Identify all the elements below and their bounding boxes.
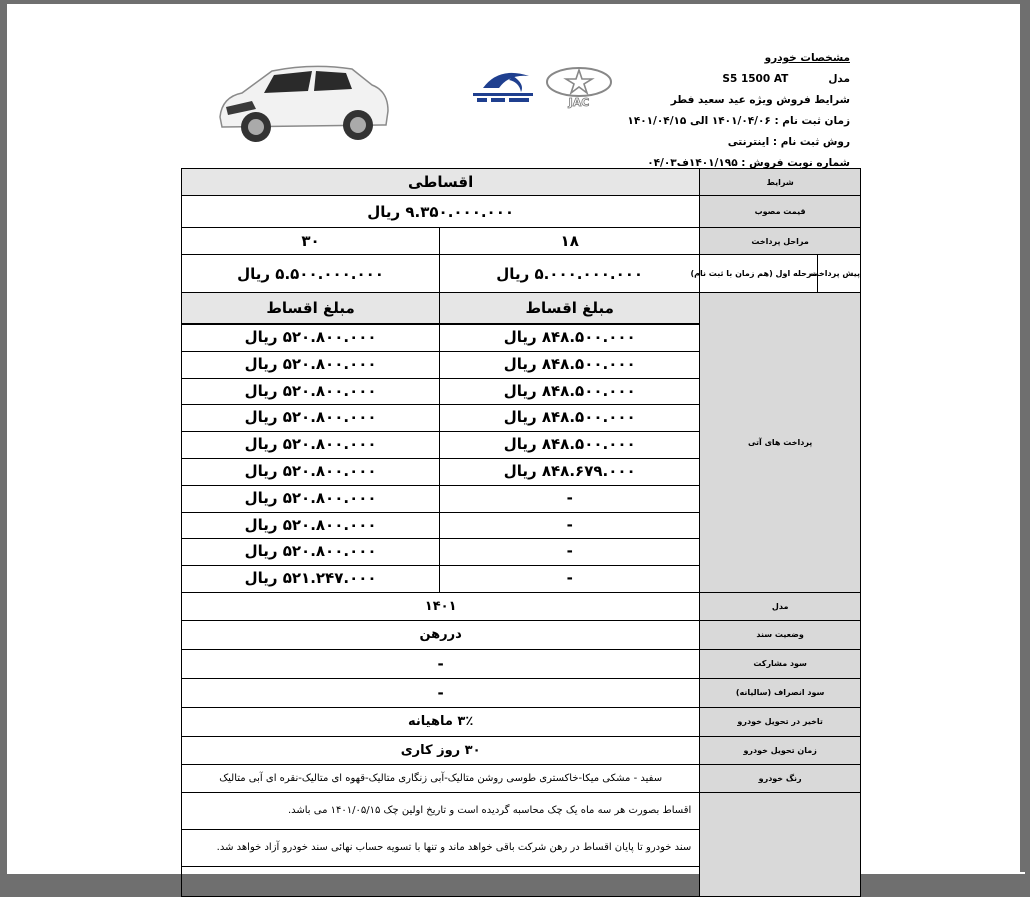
plan-18-installment-row: - (440, 539, 699, 566)
partnership-profit-label: سود مشارکت (700, 649, 861, 678)
conditions-value: اقساطی (182, 169, 700, 196)
kerman-motor-logo-icon (469, 66, 537, 106)
cancellation-profit-label: سود انصراف (سالیانه) (700, 678, 861, 707)
plan-30-installment-row: ۵۲۰.۸۰۰.۰۰۰ ریال (182, 352, 439, 379)
installment-list-18 (440, 325, 699, 592)
car-colors-label: رنگ خودرو (700, 764, 861, 792)
sales-conditions-table (181, 168, 861, 897)
jac-logo-text: JAC (568, 96, 590, 109)
approved-price-label: قیمت مصوب (700, 196, 861, 228)
note-document-release: سند خودرو تا پایان اقساط در رهن شرکت باقی خواهد ماند و تنها با تسویه حساب نهائی سند خودرو آزاد خواهد شد. (182, 829, 700, 866)
model-value: S5 1500 AT (722, 73, 789, 85)
document-status-value: دررهن (182, 620, 700, 649)
delivery-delay-label: تاخیر در تحویل خودرو (700, 707, 861, 736)
plan-18-installment-row: - (440, 513, 699, 540)
prepayment-label: پیش پرداخت (817, 255, 860, 293)
installment-list-30 (182, 325, 439, 592)
first-stage-label: مرحله اول (هم زمان با ثبت نام) (700, 255, 818, 293)
plan-30-installment-row: ۵۲۱.۲۴۷.۰۰۰ ریال (244, 569, 377, 588)
plan-30-installment-row: ۵۲۰.۸۰۰.۰۰۰ ریال (182, 325, 439, 352)
payment-stages-label: مراحل پرداخت (700, 228, 861, 255)
stage-count-30: ۳۰ (182, 228, 440, 255)
model-year-label: مدل (700, 592, 861, 620)
plan-18-installment-row: ۸۴۸.۵۰۰.۰۰۰ ریال (440, 432, 699, 459)
document-status-label: وضعیت سند (700, 620, 861, 649)
conditions-label: شرایط (700, 169, 861, 196)
prepayment-value-18: ۵.۰۰۰.۰۰۰.۰۰۰ ریال (440, 255, 700, 293)
approved-price-value: ۹.۳۵۰.۰۰۰.۰۰۰ ریال (182, 196, 700, 228)
sale-conditions: شرایط فروش ویژه عید سعید فطر (670, 94, 850, 106)
plan-18-installment-row: ۸۴۸.۵۰۰.۰۰۰ ریال (440, 325, 699, 352)
plan-18-installment-row: - (566, 569, 573, 588)
plan-30-installment-row: ۵۲۰.۸۰۰.۰۰۰ ریال (182, 486, 439, 513)
delivery-delay-value: ۳٪ ماهیانه (182, 707, 700, 736)
sale-number: شماره نوبت فروش : ۱۴۰۱/۱۹۵ف۰۴/۰۳ (647, 157, 850, 169)
plan-30-installment-row: ۵۲۰.۸۰۰.۰۰۰ ریال (182, 459, 439, 486)
plan-30-installment-row: ۵۲۰.۸۰۰.۰۰۰ ریال (182, 513, 439, 540)
plan-30-installment-row: ۵۲۰.۸۰۰.۰۰۰ ریال (182, 379, 439, 406)
plan-18-installment-row: - (440, 486, 699, 513)
notes-label-cell (700, 792, 861, 896)
model-label: مدل (828, 73, 850, 85)
note-empty-row (182, 866, 700, 896)
registration-method: روش ثبت نام : اینترنتی (727, 136, 850, 148)
model-year-value: ۱۴۰۱ (182, 592, 700, 620)
installments-column-18 (440, 293, 700, 593)
prepayment-value-30: ۵.۵۰۰.۰۰۰.۰۰۰ ریال (182, 255, 440, 293)
registration-time: زمان ثبت نام : ۱۴۰۱/۰۴/۰۶ الی ۱۴۰۱/۰۴/۱۵ (627, 115, 850, 127)
plan-30-installment-row: ۵۲۰.۸۰۰.۰۰۰ ریال (182, 539, 439, 566)
cancellation-profit-value: - (182, 678, 700, 707)
installment-header-30: مبلغ اقساط (182, 293, 439, 325)
model-line (627, 69, 850, 90)
future-payments-label: پرداخت های آتی (700, 293, 861, 593)
plan-30-installment-row: ۵۲۰.۸۰۰.۰۰۰ ریال (182, 405, 439, 432)
delivery-time-label: زمان تحویل خودرو (700, 736, 861, 764)
installments-column-30 (182, 293, 440, 593)
stage-count-18: ۱۸ (440, 228, 700, 255)
partnership-profit-value: - (182, 649, 700, 678)
plan-18-installment-row: ۸۴۸.۵۰۰.۰۰۰ ریال (440, 352, 699, 379)
car-colors-value: سفید - مشکی میکا-خاکستری طوسی روشن متالیک-آبی زنگاری متالیک-قهوه ای متالیک-نقره ای آبی متالیک (182, 764, 700, 792)
plan-30-installment-row: ۵۲۰.۸۰۰.۰۰۰ ریال (182, 432, 439, 459)
installment-header-18: مبلغ اقساط (440, 293, 699, 325)
plan-18-installment-row: ۸۴۸.۵۰۰.۰۰۰ ریال (440, 379, 699, 406)
spec-title: مشخصات خودرو (764, 52, 850, 64)
delivery-time-value: ۳۰ روز کاری (182, 736, 700, 764)
spec-header (627, 48, 850, 174)
window-edge (1020, 4, 1025, 872)
car-image (212, 55, 394, 147)
plan-18-installment-row: ۸۴۸.۶۷۹.۰۰۰ ریال (440, 459, 699, 486)
plan-18-installment-row: ۸۴۸.۵۰۰.۰۰۰ ریال (440, 405, 699, 432)
note-installment-schedule: اقساط بصورت هر سه ماه یک چک محاسبه گردیده است و تاریخ اولین چک ۱۴۰۱/۰۵/۱۵ می باشد. (182, 792, 700, 829)
document-page (7, 4, 1025, 874)
jac-logo-icon (543, 66, 615, 108)
